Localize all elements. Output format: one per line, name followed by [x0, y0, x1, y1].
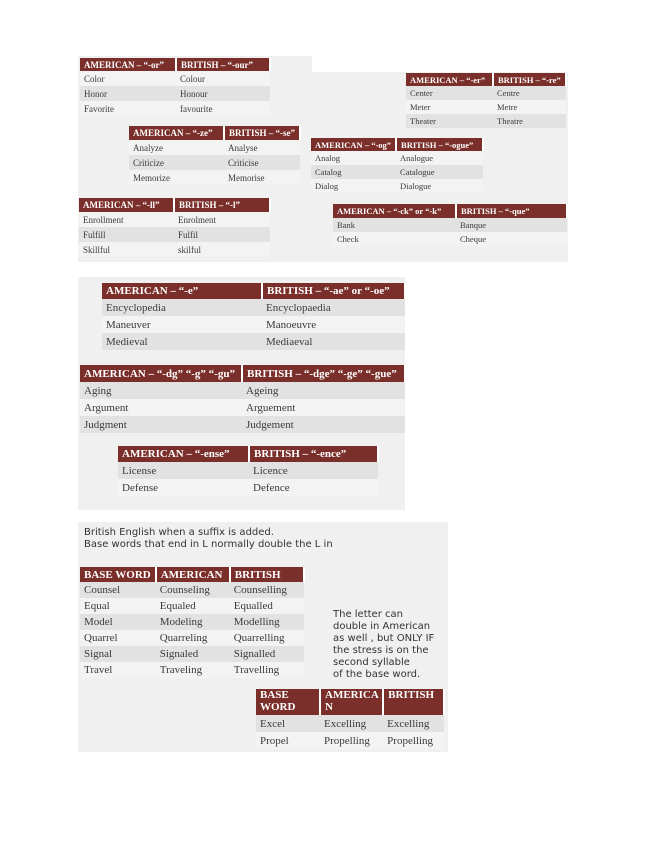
cell: Quarrel [80, 630, 156, 646]
col-header-american: AMERICAN – “-e” [102, 283, 262, 299]
col-header-american: AMERICAN – “-ck” or “-k” [333, 204, 456, 218]
cell: Catalog [311, 165, 396, 179]
table-e-ae [102, 283, 406, 350]
col-header-british: BRITISH – “-ogue” [396, 138, 483, 151]
col-header-american: AMERICAN – “-ense” [118, 446, 249, 462]
cell: Signalled [230, 646, 304, 662]
cell: Propel [256, 732, 320, 749]
note-line: double in American [333, 621, 431, 632]
cell: Dialog [311, 179, 396, 193]
cell: Propelling [383, 732, 444, 749]
cell: Memorize [129, 170, 224, 185]
cell: Model [80, 614, 156, 630]
cell: Mediaeval [262, 333, 405, 350]
note-line: of the base word. [333, 669, 421, 680]
cell: Fulfill [79, 227, 174, 242]
col-header-base-word: BASE WORD [80, 567, 156, 582]
cell: Judgment [80, 416, 242, 433]
cell: Counsel [80, 582, 156, 598]
note-line: as well , but ONLY IF [333, 633, 435, 644]
table-og-ogue [311, 138, 484, 193]
cell: Metre [493, 100, 566, 114]
cell: Equalled [230, 598, 304, 614]
cell: Enrolment [174, 212, 270, 227]
cell: Catalogue [396, 165, 483, 179]
cell: Arguement [242, 399, 405, 416]
intro-line-1: British English when a suffix is added. [84, 527, 274, 538]
table-or-our [80, 58, 271, 116]
cell: Criticise [224, 155, 300, 170]
note-line: the stress is on the [333, 645, 429, 656]
table-ze-se [129, 126, 301, 185]
cell: Counselling [230, 582, 304, 598]
cell: Theater [406, 114, 493, 128]
cell: Equal [80, 598, 156, 614]
cell: Aging [80, 382, 242, 399]
suffix-intro [84, 527, 333, 551]
cell: Banque [456, 218, 567, 232]
cell: Colour [176, 71, 270, 86]
col-header-base-word: BASE WORD [256, 689, 320, 715]
cell: Favorite [80, 101, 176, 116]
cell: Modelling [230, 614, 304, 630]
col-header-british: BRITISH – “-re” [493, 73, 566, 86]
col-header-british: BRITISH [230, 567, 304, 582]
cell: Ageing [242, 382, 405, 399]
cell: Meter [406, 100, 493, 114]
cell: Honour [176, 86, 270, 101]
cell: Signal [80, 646, 156, 662]
col-header-british: BRITISH – “-l” [174, 198, 270, 212]
cell: Check [333, 232, 456, 246]
cell: Excelling [320, 715, 383, 732]
col-header-american: AMERICAN – “-or” [80, 58, 176, 71]
cell: Skillful [79, 242, 174, 257]
cell: Quarreling [156, 630, 230, 646]
cell: Argument [80, 399, 242, 416]
cell: Counseling [156, 582, 230, 598]
col-header-british: BRITISH – “-que” [456, 204, 567, 218]
cell: Analog [311, 151, 396, 165]
cell: Center [406, 86, 493, 100]
cell: Propelling [320, 732, 383, 749]
cell: Criticize [129, 155, 224, 170]
cell: Traveling [156, 662, 230, 678]
table-suffix-l [80, 567, 305, 678]
cell: Fulfil [174, 227, 270, 242]
cell: Licence [249, 462, 378, 479]
col-header-american: AMERICA N [320, 689, 383, 715]
col-header-american: AMERICAN [156, 567, 230, 582]
table-stress [256, 689, 445, 749]
col-header-british: BRITISH [383, 689, 444, 715]
cell: Excel [256, 715, 320, 732]
cell: Enrollment [79, 212, 174, 227]
cell: Travelling [230, 662, 304, 678]
col-header-british: BRITISH – “-our” [176, 58, 270, 71]
cell: Memorise [224, 170, 300, 185]
cell: skilful [174, 242, 270, 257]
cell: Signaled [156, 646, 230, 662]
table-ll-l [79, 198, 271, 257]
note-line: second syllable [333, 657, 410, 668]
cell: Dialogue [396, 179, 483, 193]
cell: Color [80, 71, 176, 86]
cell: Analogue [396, 151, 483, 165]
col-header-american: AMERICAN – “-ll” [79, 198, 174, 212]
cell: Modeling [156, 614, 230, 630]
col-header-british: BRITISH – “-ae” or “-oe” [262, 283, 405, 299]
col-header-american: AMERICAN – “-dg” “-g” “-gu” [80, 365, 242, 382]
cell: Judgement [242, 416, 405, 433]
cell: Cheque [456, 232, 567, 246]
cell: License [118, 462, 249, 479]
cell: Quarrelling [230, 630, 304, 646]
stress-note [333, 609, 434, 681]
intro-line-2: Base words that end in L normally double the L in [84, 539, 333, 550]
cell: Honor [80, 86, 176, 101]
cell: Equaled [156, 598, 230, 614]
table-er-re [406, 73, 567, 128]
note-line: The letter can [333, 609, 403, 620]
col-header-british: BRITISH – “-dge” “-ge” “-gue” [242, 365, 405, 382]
col-header-american: AMERICAN – “-og” [311, 138, 396, 151]
cell: Travel [80, 662, 156, 678]
col-header-american: AMERICAN – “-ze” [129, 126, 224, 140]
table-dg-dge [80, 365, 406, 433]
cell: Centre [493, 86, 566, 100]
col-header-british: BRITISH – “-se” [224, 126, 300, 140]
cell: Manoeuvre [262, 316, 405, 333]
col-header-american: AMERICAN – “-er” [406, 73, 493, 86]
cell: Excelling [383, 715, 444, 732]
cell: Analyze [129, 140, 224, 155]
cell: Encyclopaedia [262, 299, 405, 316]
cell: Defence [249, 479, 378, 496]
cell: Defense [118, 479, 249, 496]
cell: Analyse [224, 140, 300, 155]
cell: Encyclopedia [102, 299, 262, 316]
cell: favourite [176, 101, 270, 116]
col-header-british: BRITISH – “-ence” [249, 446, 378, 462]
cell: Bank [333, 218, 456, 232]
table-ck-que [333, 204, 568, 246]
cell: Medieval [102, 333, 262, 350]
table-ense-ence [118, 446, 379, 496]
cell: Theatre [493, 114, 566, 128]
cell: Maneuver [102, 316, 262, 333]
